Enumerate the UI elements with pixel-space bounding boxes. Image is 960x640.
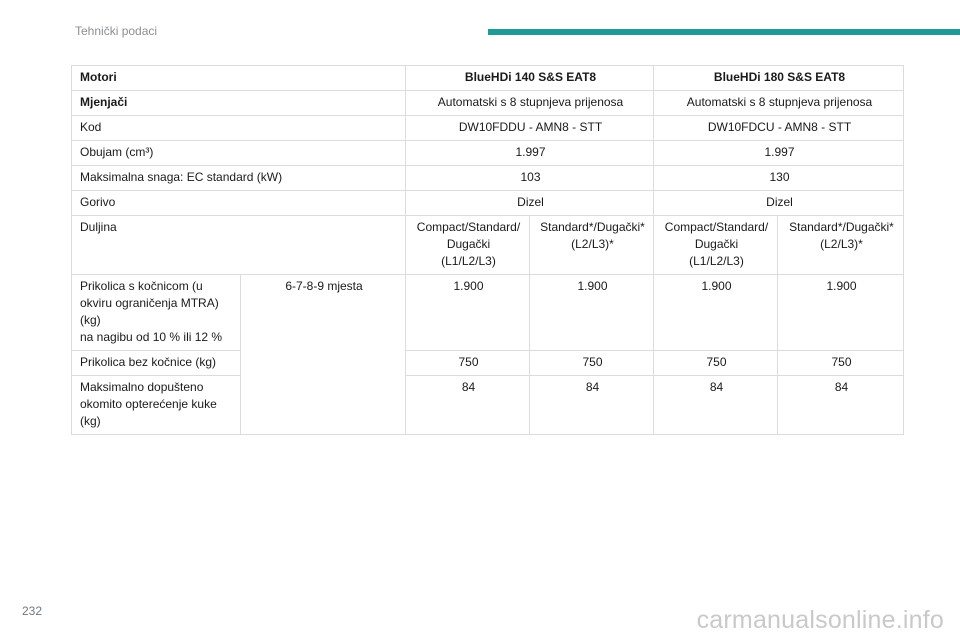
- row-label-power: Maksimalna snaga: EC standard (kW): [72, 166, 406, 191]
- braked-trailer-value: 1.900: [406, 275, 530, 351]
- nose-weight-value: 84: [654, 376, 778, 435]
- unbraked-trailer-value: 750: [778, 351, 904, 376]
- label-line: okomito opterećenje kuke: [80, 397, 217, 411]
- fuel-engine-1: Dizel: [406, 191, 654, 216]
- header-accent-bar: [488, 29, 960, 35]
- section-title: Tehnički podaci: [75, 24, 158, 38]
- row-label-braked-trailer: [72, 275, 241, 351]
- nose-weight-value: 84: [530, 376, 654, 435]
- length-line: Compact/Standard/: [664, 220, 769, 234]
- length-line: (L1/L2/L3): [441, 254, 496, 268]
- nose-weight-value: 84: [778, 376, 904, 435]
- watermark[interactable]: carmanualsonline.info: [696, 606, 944, 634]
- table-row-nose-weight: [72, 376, 904, 435]
- braked-trailer-value: 1.900: [530, 275, 654, 351]
- label-line: na nagibu od 10 % ili 12 %: [80, 330, 223, 344]
- code-engine-1: DW10FDDU - AMN8 - STT: [406, 116, 654, 141]
- gearbox-engine-2: Automatski s 8 stupnjeva prijenosa: [654, 91, 904, 116]
- seats-config: 6-7-8-9 mjesta: [241, 275, 406, 435]
- power-engine-2: 130: [654, 166, 904, 191]
- length-value: [778, 216, 904, 275]
- row-label-unbraked-trailer: Prikolica bez kočnice (kg): [72, 351, 241, 376]
- nose-weight-value: 84: [406, 376, 530, 435]
- length-line: Dugački: [446, 237, 491, 251]
- table-row-gearbox: [72, 91, 904, 116]
- engine-2-name: BlueHDi 180 S&S EAT8: [654, 66, 904, 91]
- length-line: (L1/L2/L3): [689, 254, 744, 268]
- table-row-fuel: [72, 191, 904, 216]
- row-label-engines: Motori: [72, 66, 406, 91]
- length-value: [406, 216, 530, 275]
- code-engine-2: DW10FDCU - AMN8 - STT: [654, 116, 904, 141]
- power-engine-1: 103: [406, 166, 654, 191]
- length-line: Standard*/Dugački*: [540, 220, 645, 234]
- displacement-engine-1: 1.997: [406, 141, 654, 166]
- length-line: Compact/Standard/: [416, 220, 521, 234]
- gearbox-engine-1: Automatski s 8 stupnjeva prijenosa: [406, 91, 654, 116]
- length-value: [654, 216, 778, 275]
- length-line: (L2/L3)*: [820, 237, 863, 251]
- label-line: okviru ograničenja MTRA): [80, 296, 219, 310]
- fuel-engine-2: Dizel: [654, 191, 904, 216]
- row-label-displacement: Obujam (cm³): [72, 141, 406, 166]
- row-label-fuel: Gorivo: [72, 191, 406, 216]
- spec-table: [71, 65, 904, 435]
- table-row-displacement: [72, 141, 904, 166]
- label-line: (kg): [80, 313, 101, 327]
- label-line: Prikolica s kočnicom (u: [80, 279, 203, 293]
- length-line: Standard*/Dugački*: [789, 220, 894, 234]
- braked-trailer-value: 1.900: [778, 275, 904, 351]
- row-label-gearbox: Mjenjači: [72, 91, 406, 116]
- table-row-unbraked-trailer: [72, 351, 904, 376]
- table-row-braked-trailer: [72, 275, 904, 351]
- unbraked-trailer-value: 750: [654, 351, 778, 376]
- unbraked-trailer-value: 750: [530, 351, 654, 376]
- unbraked-trailer-value: 750: [406, 351, 530, 376]
- length-line: (L2/L3)*: [571, 237, 614, 251]
- displacement-engine-2: 1.997: [654, 141, 904, 166]
- label-line: (kg): [80, 414, 101, 428]
- row-label-code: Kod: [72, 116, 406, 141]
- engine-1-name: BlueHDi 140 S&S EAT8: [406, 66, 654, 91]
- row-label-nose-weight: [72, 376, 241, 435]
- table-row-engines: [72, 66, 904, 91]
- length-value: [530, 216, 654, 275]
- length-line: Dugački: [694, 237, 739, 251]
- table-row-power: [72, 166, 904, 191]
- row-label-length: Duljina: [72, 216, 406, 275]
- table-row-code: [72, 116, 904, 141]
- table-row-length: [72, 216, 904, 275]
- braked-trailer-value: 1.900: [654, 275, 778, 351]
- page-number: 232: [22, 604, 43, 618]
- label-line: Maksimalno dopušteno: [80, 380, 204, 394]
